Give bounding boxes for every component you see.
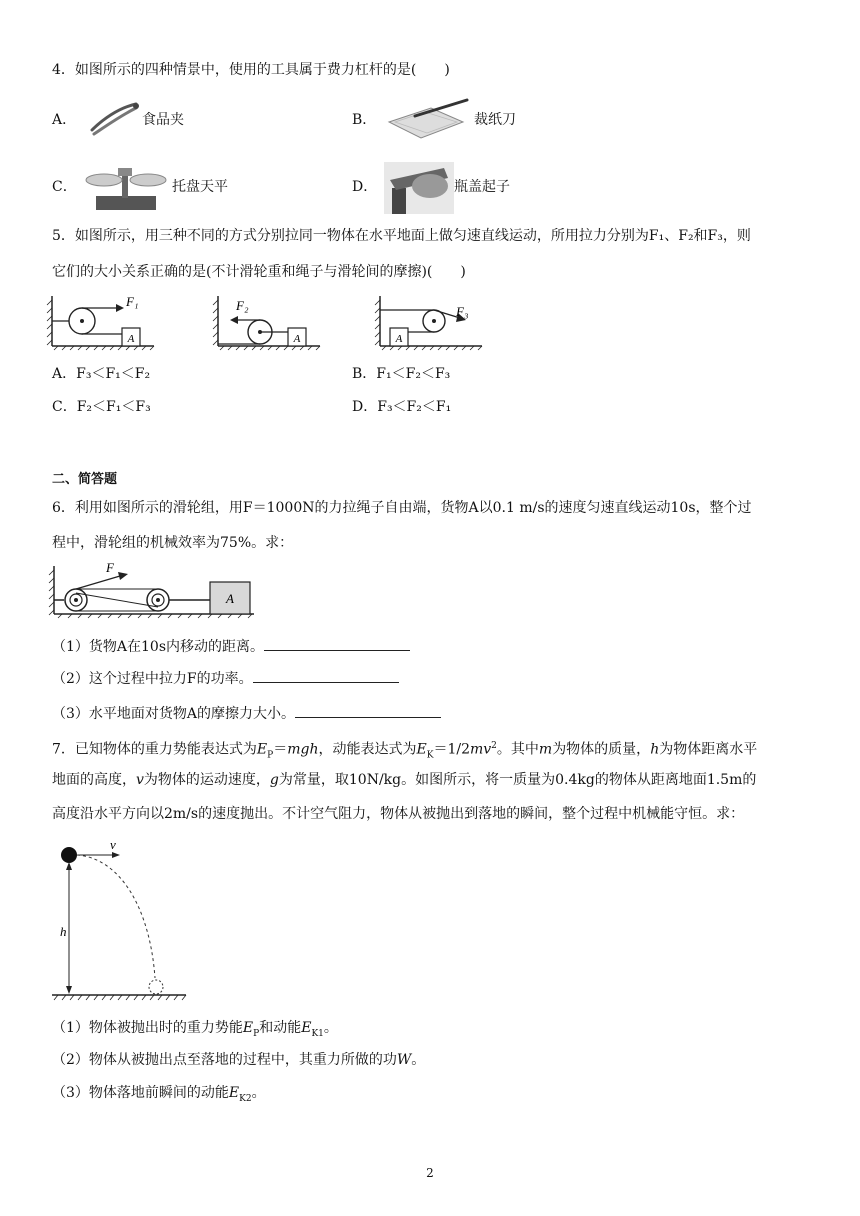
q6-stem-line-2: 程中，滑轮组的机械效率为75%。求： [52,535,294,551]
q6-part-1 [52,636,410,657]
q7-part-3-e: E [228,1085,240,1101]
q5-option-a-text: F₃＜F₁＜F₂ [76,366,151,382]
q5-figure-2 [216,292,326,352]
q5-fig2-force-label: F₂ [236,298,249,313]
q6-block-label: A [226,591,234,606]
q5-option-d-letter: D． [352,399,378,415]
q5-fig3-force-label: F₃ [456,304,469,319]
q7-part-3 [52,1083,266,1109]
q7-stem-text-a: 7．已知物体的重力势能表达式为 [52,741,257,758]
q4-stem: 4．如图所示的四种情景中，使用的工具属于费力杠杆的是( ) [52,62,450,78]
q4-option-d-label: 瓶盖起子 [454,179,510,195]
q7-ek-subscript: K [426,750,434,761]
q6-answer-blank-3[interactable] [295,703,441,718]
q7-part-1-text-b: 和动能 [259,1020,302,1036]
q7-stem-text-f: 为物体的质量， [552,741,651,758]
q5-option-c-text: F₂＜F₁＜F₃ [76,399,151,415]
q7-part-3-text-a: （3）物体落地前瞬间的动能 [52,1085,229,1101]
q5-fig2-block-label: A [293,333,301,345]
q7-part-3-s: K2 [239,1093,252,1104]
q4-option-c-label: 托盘天平 [172,179,228,195]
q7-part-1-s1: P [253,1028,260,1039]
q6-stem-line-1: 6．利用如图所示的滑轮组，用F＝1000N的力拉绳子自由端，货物A以0.1 m/s的速度匀速直线运动10s，整个过 [52,500,752,516]
q7-stem-line-2 [52,770,756,790]
q4-option-b-label: 裁纸刀 [474,112,516,128]
q5-option-b-letter: B． [352,366,377,382]
q4-option-d-letter: D． [352,179,378,195]
q7-stem-text-d: ＝1/2 [433,741,470,758]
q7-stem2-text-a: 地面的高度， [52,772,136,788]
q7-part-1-text-a: （1）物体被抛出时的重力势能 [52,1020,243,1036]
q7-part-2 [52,1050,425,1070]
q5-stem-line-2: 它们的大小关系正确的是(不计滑轮重和绳子与滑轮间的摩擦)( ) [52,264,466,280]
q7-v-symbol: v [136,772,144,788]
q4-option-a-letter: A． [52,112,77,128]
q7-stem-line-3: 高度沿水平方向以2m/s的速度抛出。不计空气阻力，物体从被抛出到落地的瞬间，整个过程中机械能守恒。求： [52,806,745,822]
page-number: 2 [426,1166,434,1180]
q7-ep-subscript: P [267,750,274,761]
q6-answer-blank-2[interactable] [253,668,399,683]
q7-part-1-e2: E [301,1020,312,1036]
q7-stem-line-1 [52,736,757,765]
bottle-opener-image [384,162,454,214]
q5-option-d-text: F₃＜F₂＜F₁ [377,399,452,415]
q7-stem-text-c: ，动能表达式为 [318,741,417,758]
q7-mv: mv [469,741,492,758]
q6-part-1-text: （1）货物A在10s内移动的距离。 [52,639,265,655]
balance-scale-image [84,160,168,212]
q5-option-c-letter: C． [52,399,77,415]
q5-figure-3 [378,292,488,352]
section-heading: 二、简答题 [52,472,118,487]
q5-fig1-force-label: F₁ [126,294,139,309]
q4-option-b-letter: B． [352,112,377,128]
q7-part-1-text-c: 。 [323,1020,338,1036]
q7-ek-symbol: E [416,741,427,758]
q7-stem2-text-b: 为物体的运动速度， [143,772,270,788]
q5-option-a-letter: A． [52,366,77,382]
q7-stem-text-e: 。其中 [496,741,539,758]
q5-fig3-block-label: A [395,333,403,345]
q7-height-label: h [60,924,67,939]
q6-part-3-text: （3）水平地面对货物A的摩擦力大小。 [52,706,296,722]
q7-projectile-figure [50,838,190,1006]
q7-part-2-text-a: （2）物体从被抛出点至落地的过程中，其重力所做的功 [52,1052,397,1068]
q7-part-1 [52,1018,338,1044]
q7-velocity-label: v [110,837,116,852]
q6-part-2-text: （2）这个过程中拉力F的功率。 [52,671,253,687]
q4-option-a-label: 食品夹 [142,112,184,128]
q7-part-3-text-b: 。 [251,1085,266,1101]
q4-option-c-letter: C． [52,179,77,195]
paper-cutter-image [385,96,471,140]
q6-pulley-figure [50,560,260,622]
q7-stem-text-g: 为物体距离水平 [659,741,758,758]
q6-part-2 [52,668,399,689]
q7-m-symbol: m [538,741,553,758]
q7-h-symbol: h [650,741,660,758]
q5-stem-line-1: 5．如图所示，用三种不同的方式分别拉同一物体在水平地面上做匀速直线运动，所用拉力分别为F₁、F₂和F₃，则 [52,228,751,244]
q7-mgh: mgh [287,741,319,758]
q6-force-label: F [106,560,114,575]
q7-part-1-s2: K1 [311,1028,324,1039]
q5-option-b-text: F₁＜F₂＜F₃ [376,366,451,382]
q7-ep-symbol: E [256,741,268,758]
q7-part-1-e1: E [242,1020,254,1036]
q6-part-3 [52,703,441,724]
q5-figure-1 [50,292,160,352]
q5-option-b [352,364,450,384]
q7-part-2-w: W [396,1052,412,1068]
q7-g-symbol: g [269,772,279,788]
q7-part-2-text-b: 。 [411,1052,426,1068]
q6-answer-blank-1[interactable] [264,636,410,651]
q5-option-c [52,397,151,417]
tongs-image [88,98,140,138]
q5-fig1-block-label: A [127,333,135,345]
q5-option-a [52,364,150,384]
q7-stem-text-b: ＝ [273,741,288,758]
q7-stem2-text-c: 为常量，取10N/kg。如图所示，将一质量为0.4kg的物体从距离地面1.5m的 [278,772,757,788]
q7-square: 2 [491,741,497,751]
q5-option-d [352,397,451,417]
